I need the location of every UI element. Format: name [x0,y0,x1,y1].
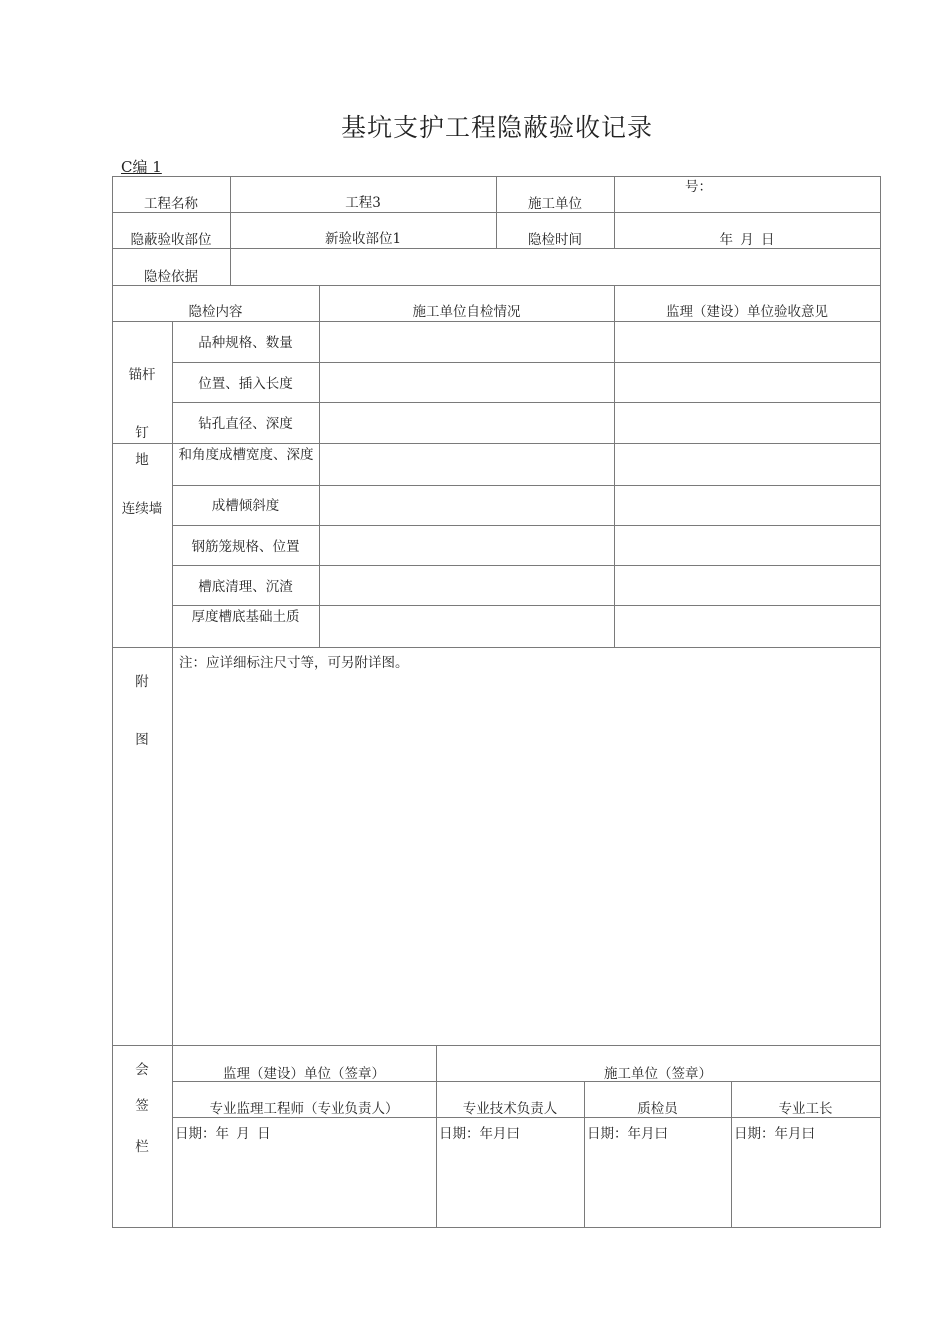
number-label: 号： [685,179,712,195]
table-border-right [880,176,881,1228]
item-label: 槽底清理、沉渣 [198,579,293,595]
form-code: C编 1 [121,158,162,176]
date-field: 日期：年 月 日 [175,1126,271,1142]
signoff-label: 会 [135,1062,149,1078]
item-label: 钻孔直径、深度 [198,416,293,432]
concealed-part-value: 新验收部位1 [324,231,402,247]
signoff-label-3: 栏 [135,1139,149,1155]
row-line [172,525,881,526]
row-line [172,485,881,486]
tech-lead-label: 专业技术负责人 [462,1101,558,1117]
inspection-time-value: 年 月 日 [719,232,775,248]
col-line [319,285,320,647]
item-label: 厚度槽底基础土质 [191,609,300,625]
inspector-label: 质检员 [637,1101,678,1117]
row-line [172,362,881,363]
anchor-group-label-2: 钉 [135,425,149,441]
page-title: 基坑支护工程隐蔽验收记录 [340,113,653,142]
inspection-basis-label: 隐检依据 [144,269,198,285]
item-label: 成槽倾斜度 [211,498,280,514]
wall-group-label: 地 [135,452,149,468]
date-field: 日期：年月曰 [734,1126,815,1142]
self-check-column-header: 施工单位自检情况 [412,304,521,320]
table-border-left [112,176,113,1228]
date-field: 日期：年月曰 [439,1126,520,1142]
col-line [172,321,173,1228]
item-label: 钢筋笼规格、位置 [191,539,300,555]
attachment-label: 附 [135,674,149,690]
contractor-unit-seal: 施工单位（签章） [604,1066,712,1082]
supervision-column-header: 监理（建设）单位验收意见 [666,304,828,320]
foreman-label: 专业工长 [778,1101,833,1117]
row-line [112,1045,881,1046]
item-label: 位置、插入长度 [198,376,293,392]
date-field: 日期：年月曰 [587,1126,668,1142]
wall-group-label-2: 连续墙 [121,501,163,517]
row-line [172,402,881,403]
item-label: 和角度成槽宽度、深度 [178,447,314,463]
anchor-group-label: 锚杆 [128,367,156,383]
supervisor-engineer-label: 专业监理工程师（专业负责人） [209,1101,399,1117]
signoff-label-2: 签 [135,1098,149,1114]
supervision-unit-seal: 监理（建设）单位（签章） [223,1066,385,1082]
item-label: 品种规格、数量 [198,335,293,351]
content-column-header: 隐检内容 [188,304,243,320]
attachment-note: 注：应详细标注尺寸等，可另附详图。 [179,655,409,671]
attachment-label-2: 图 [135,732,149,748]
row-line [112,443,881,444]
col-line [614,285,615,647]
row-line [172,605,881,606]
inspection-time-label: 隐检时间 [528,232,582,248]
project-name-value: 工程3 [345,195,381,211]
contractor-label: 施工单位 [528,196,582,212]
table-border-bottom [112,1227,881,1228]
concealed-part-label: 隐蔽验收部位 [130,232,212,248]
row-line [112,647,881,648]
row-line [172,565,881,566]
project-name-label: 工程名称 [144,196,198,212]
